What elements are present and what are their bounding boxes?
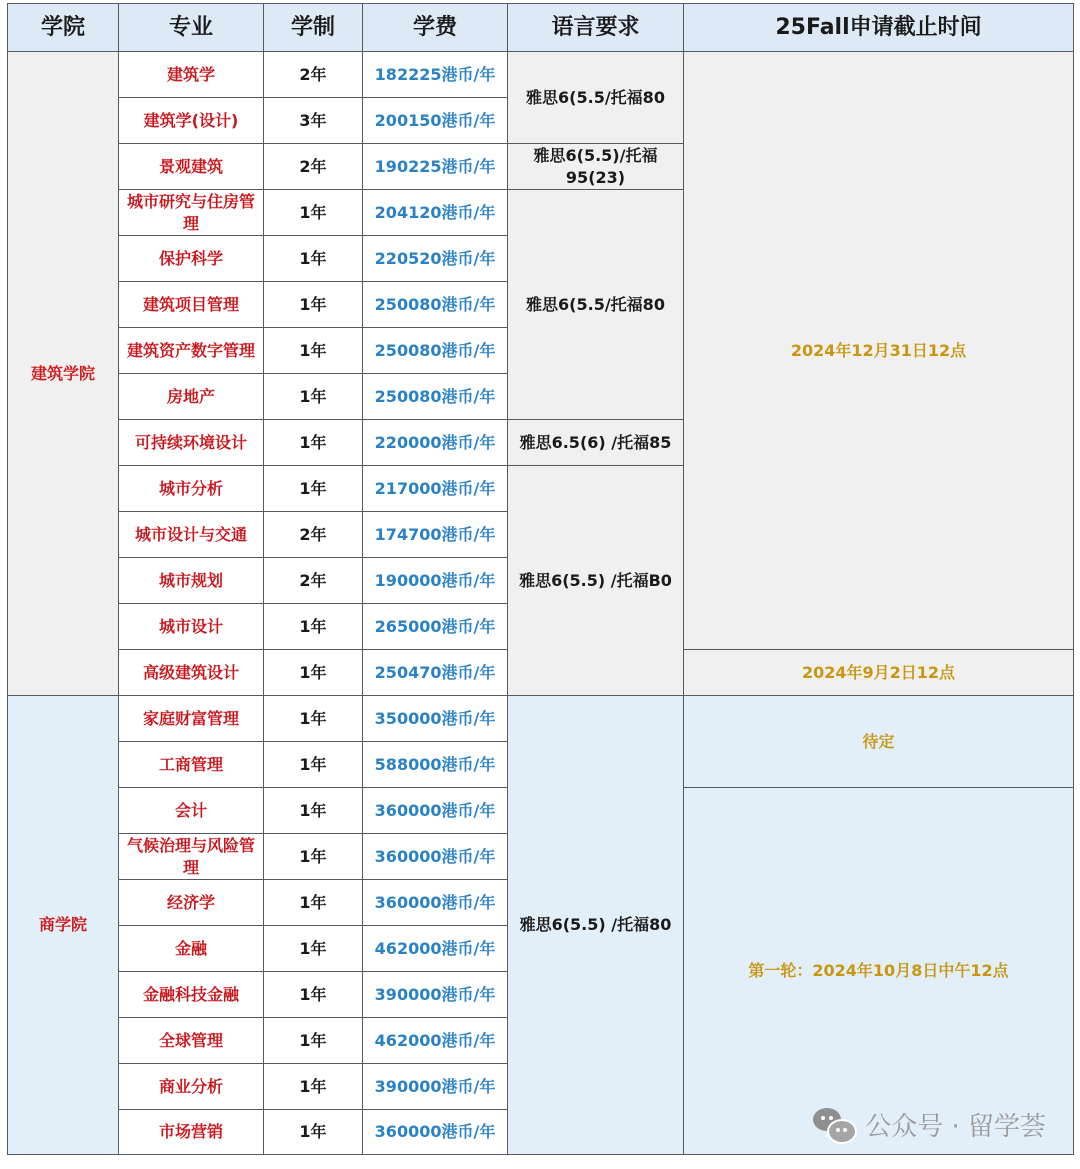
language-cell: 雅思6(5.5) /托福80 xyxy=(508,696,684,1155)
fee-cell: 204120港币/年 xyxy=(363,190,508,236)
duration-cell: 1年 xyxy=(264,972,363,1018)
duration-cell: 2年 xyxy=(264,144,363,190)
duration-cell: 1年 xyxy=(264,328,363,374)
duration-cell: 1年 xyxy=(264,374,363,420)
language-cell: 雅思6(5.5) /托福B0 xyxy=(508,466,684,696)
wechat-icon xyxy=(813,1108,855,1142)
fee-cell: 360000港币/年 xyxy=(363,880,508,926)
school-cell-biz: 商学院 xyxy=(8,696,119,1155)
duration-cell: 3年 xyxy=(264,98,363,144)
fee-cell: 250470港币/年 xyxy=(363,650,508,696)
major-cell: 保护科学 xyxy=(119,236,264,282)
duration-cell: 1年 xyxy=(264,788,363,834)
fee-cell: 462000港币/年 xyxy=(363,1018,508,1064)
duration-cell: 1年 xyxy=(264,1064,363,1110)
fee-cell: 182225港币/年 xyxy=(363,52,508,98)
fee-cell: 250080港币/年 xyxy=(363,282,508,328)
duration-cell: 1年 xyxy=(264,604,363,650)
duration-cell: 1年 xyxy=(264,420,363,466)
major-cell: 房地产 xyxy=(119,374,264,420)
major-cell: 会计 xyxy=(119,788,264,834)
major-cell: 市场营销 xyxy=(119,1110,264,1155)
major-cell: 气候治理与风险管理 xyxy=(119,834,264,880)
major-cell: 可持续环境设计 xyxy=(119,420,264,466)
duration-cell: 1年 xyxy=(264,650,363,696)
duration-cell: 1年 xyxy=(264,1018,363,1064)
major-cell: 建筑项目管理 xyxy=(119,282,264,328)
duration-cell: 1年 xyxy=(264,1110,363,1155)
language-cell: 雅思6.5(6) /托福85 xyxy=(508,420,684,466)
fee-cell: 190000港币/年 xyxy=(363,558,508,604)
fee-cell: 360000港币/年 xyxy=(363,834,508,880)
fee-cell: 360000港币/年 xyxy=(363,1110,508,1155)
major-cell: 高级建筑设计 xyxy=(119,650,264,696)
fee-cell: 390000港币/年 xyxy=(363,1064,508,1110)
major-cell: 工商管理 xyxy=(119,742,264,788)
fee-cell: 220000港币/年 xyxy=(363,420,508,466)
watermark-text: 公众号 · 留学荟 xyxy=(865,1112,1046,1142)
fee-cell: 190225港币/年 xyxy=(363,144,508,190)
deadline-cell: 第一轮：2024年10月8日中午12点 xyxy=(684,788,1074,1155)
major-cell: 城市设计与交通 xyxy=(119,512,264,558)
header-duration: 学制 xyxy=(264,4,363,52)
deadline-cell: 待定 xyxy=(684,696,1074,788)
school-cell-arch: 建筑学院 xyxy=(8,52,119,696)
fee-cell: 360000港币/年 xyxy=(363,788,508,834)
header-fee: 学费 xyxy=(363,4,508,52)
fee-cell: 462000港币/年 xyxy=(363,926,508,972)
duration-cell: 1年 xyxy=(264,834,363,880)
major-cell: 建筑资产数字管理 xyxy=(119,328,264,374)
major-cell: 金融 xyxy=(119,926,264,972)
header-school: 学院 xyxy=(8,4,119,52)
major-cell: 城市研究与住房管理 xyxy=(119,190,264,236)
major-cell: 建筑学(设计) xyxy=(119,98,264,144)
duration-cell: 1年 xyxy=(264,190,363,236)
fee-cell: 200150港币/年 xyxy=(363,98,508,144)
duration-cell: 1年 xyxy=(264,880,363,926)
deadline-cell: 2024年12月31日12点 xyxy=(684,52,1074,650)
language-cell: 雅思6(5.5)/托福95(23) xyxy=(508,144,684,190)
major-cell: 城市设计 xyxy=(119,604,264,650)
fee-cell: 588000港币/年 xyxy=(363,742,508,788)
watermark xyxy=(813,1106,1046,1143)
program-table xyxy=(7,3,1074,1155)
major-cell: 金融科技金融 xyxy=(119,972,264,1018)
major-cell: 建筑学 xyxy=(119,52,264,98)
duration-cell: 2年 xyxy=(264,52,363,98)
major-cell: 家庭财富管理 xyxy=(119,696,264,742)
duration-cell: 2年 xyxy=(264,558,363,604)
duration-cell: 1年 xyxy=(264,282,363,328)
fee-cell: 350000港币/年 xyxy=(363,696,508,742)
header-major: 专业 xyxy=(119,4,264,52)
major-cell: 商业分析 xyxy=(119,1064,264,1110)
major-cell: 景观建筑 xyxy=(119,144,264,190)
major-cell: 经济学 xyxy=(119,880,264,926)
language-cell: 雅思6(5.5/托福80 xyxy=(508,52,684,144)
fee-cell: 250080港币/年 xyxy=(363,374,508,420)
major-cell: 全球管理 xyxy=(119,1018,264,1064)
major-cell: 城市分析 xyxy=(119,466,264,512)
duration-cell: 1年 xyxy=(264,466,363,512)
fee-cell: 220520港币/年 xyxy=(363,236,508,282)
duration-cell: 1年 xyxy=(264,236,363,282)
duration-cell: 2年 xyxy=(264,512,363,558)
header-language: 语言要求 xyxy=(508,4,684,52)
header-row xyxy=(8,4,1074,52)
language-cell: 雅思6(5.5/托福80 xyxy=(508,190,684,420)
fee-cell: 250080港币/年 xyxy=(363,328,508,374)
duration-cell: 1年 xyxy=(264,926,363,972)
header-deadline: 25Fall申请截止时间 xyxy=(684,4,1074,52)
fee-cell: 174700港币/年 xyxy=(363,512,508,558)
table-row xyxy=(8,52,1074,98)
deadline-cell: 2024年9月2日12点 xyxy=(684,650,1074,696)
duration-cell: 1年 xyxy=(264,742,363,788)
fee-cell: 265000港币/年 xyxy=(363,604,508,650)
duration-cell: 1年 xyxy=(264,696,363,742)
fee-cell: 217000港币/年 xyxy=(363,466,508,512)
table-row xyxy=(8,696,1074,742)
major-cell: 城市规划 xyxy=(119,558,264,604)
fee-cell: 390000港币/年 xyxy=(363,972,508,1018)
